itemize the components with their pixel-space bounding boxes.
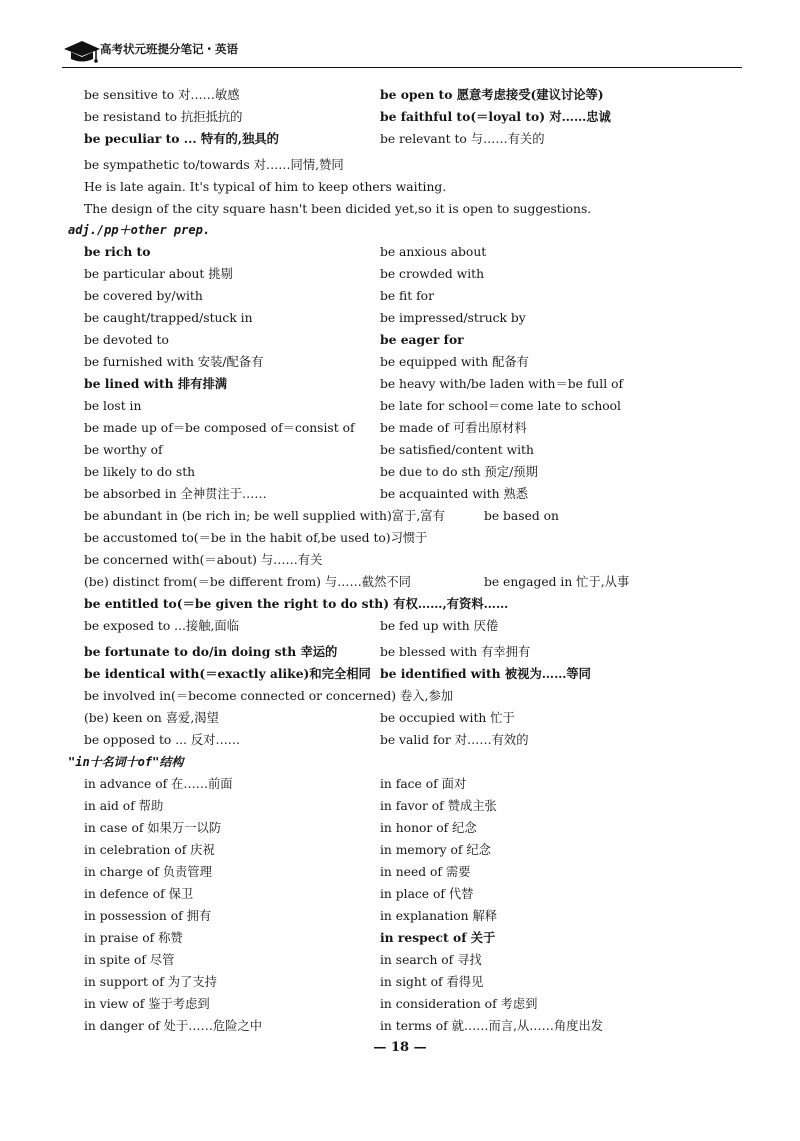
entry-right: in search of 寻找 [380, 953, 482, 967]
entry-row [0, 906, 800, 926]
entry-left: (be) keen on 喜爱,渴望 [84, 711, 219, 725]
entry-right: be fed up with 厌倦 [380, 619, 499, 633]
entry-right: be equipped with 配备有 [380, 355, 529, 369]
entry-right: in favor of 赞成主张 [380, 799, 497, 813]
entry-right: in terms of 就……而言,从……角度出发 [380, 1019, 604, 1033]
section-heading: adj./pp＋other prep. [68, 223, 211, 237]
entry-left: in defence of 保卫 [84, 887, 194, 901]
entry-left: be peculiar to ... 特有的,独具的 [84, 131, 279, 146]
entry-right: be late for school＝come late to school [380, 399, 621, 413]
entry-row [0, 840, 800, 860]
entry-row [0, 594, 800, 614]
section-heading: "in十名词十of"结构 [68, 755, 184, 769]
entry-right: in memory of 纪念 [380, 843, 491, 857]
entry-row [0, 155, 800, 175]
entry-left: be sensitive to 对……敏感 [84, 88, 240, 102]
entry-row [0, 550, 800, 570]
entry-row [0, 752, 800, 772]
entry-right: be fit for [380, 289, 434, 303]
entry-row [0, 352, 800, 372]
entry-full: The design of the city square hasn't been dicided yet,so it is open to suggestions. [84, 202, 592, 216]
entry-row [0, 199, 800, 219]
entry-row [0, 730, 800, 750]
entry-right: in need of 需要 [380, 865, 471, 879]
entry-left: be likely to do sth [84, 465, 196, 479]
entry-row [0, 994, 800, 1014]
entry-left: in advance of 在……前面 [84, 777, 233, 791]
entry-right: be eager for [380, 332, 464, 347]
entry-row [0, 774, 800, 794]
entry-right: be acquainted with 熟悉 [380, 487, 529, 501]
entry-row [0, 686, 800, 706]
entry-row [0, 330, 800, 350]
entry-full: be sympathetic to/towards 对……同情,赞同 [84, 158, 344, 172]
entry-left: be lost in [84, 399, 142, 413]
entry-left: be lined with 排有排满 [84, 376, 228, 391]
entry-right: be made of 可看出原材料 [380, 421, 527, 435]
entry-left: in charge of 负责管理 [84, 865, 212, 879]
entry-row [0, 129, 800, 149]
entry-left: (be) distinct from(＝be different from) 与……截然不同 [84, 575, 411, 589]
entry-left: in possession of 拥有 [84, 909, 212, 923]
entry-right: in consideration of 考虑到 [380, 997, 538, 1011]
entry-left: be made up of＝be composed of＝consist of [84, 421, 355, 435]
header-rule [62, 67, 742, 68]
entry-row [0, 308, 800, 328]
entry-right: be relevant to 与……有关的 [380, 132, 545, 146]
entry-row [0, 107, 800, 127]
entry-row [0, 796, 800, 816]
entry-left: in praise of 称赞 [84, 931, 183, 945]
entry-row [0, 374, 800, 394]
entry-full: He is late again. It's typical of him to keep others waiting. [84, 180, 447, 194]
entry-left: be worthy of [84, 443, 163, 457]
entry-right: in sight of 看得见 [380, 975, 484, 989]
entry-right: be open to 愿意考虑接受(建议讨论等) [380, 87, 604, 102]
entry-row [0, 242, 800, 262]
entry-row [0, 862, 800, 882]
entry-row [0, 708, 800, 728]
entry-row [0, 396, 800, 416]
entry-full: be accustomed to(＝be in the habit of,be used to)习惯于 [84, 531, 428, 545]
graduation-cap-icon [62, 36, 102, 66]
entry-right: be based on [484, 509, 559, 523]
entry-row [0, 484, 800, 504]
entry-left: in danger of 处于……危险之中 [84, 1019, 263, 1033]
entry-row [0, 506, 800, 526]
page-header [62, 36, 742, 72]
entry-left: be particular about 挑剔 [84, 267, 233, 281]
entry-row [0, 928, 800, 948]
entry-row [0, 972, 800, 992]
entry-right: in place of 代替 [380, 887, 474, 901]
entry-right: be heavy with/be laden with＝be full of [380, 377, 624, 391]
page-number: — 18 — [373, 1040, 427, 1055]
entry-left: be exposed to ...接触,面临 [84, 619, 239, 633]
entry-row [0, 642, 800, 662]
entry-left: in celebration of 庆祝 [84, 843, 215, 857]
entry-left: be opposed to ... 反对…… [84, 733, 241, 747]
entry-left: in aid of 帮助 [84, 799, 164, 813]
entry-left: be identical with(＝exactly alike)和完全相同 [84, 666, 371, 681]
entry-row [0, 440, 800, 460]
entry-right: be satisfied/content with [380, 443, 534, 457]
entry-row [0, 462, 800, 482]
entry-right: be faithful to(＝loyal to) 对……忠诚 [380, 109, 611, 124]
entry-row [0, 286, 800, 306]
entry-row [0, 818, 800, 838]
entry-row [0, 664, 800, 684]
entry-row [0, 177, 800, 197]
entry-left: be devoted to [84, 333, 169, 347]
entry-left: be furnished with 安装/配备有 [84, 355, 264, 369]
entry-right: be anxious about [380, 245, 487, 259]
entry-left: in case of 如果万一以防 [84, 821, 222, 835]
entry-left: be rich to [84, 244, 151, 259]
entry-row [0, 418, 800, 438]
entry-full: be entitled to(＝be given the right to do sth) 有权……,有资料…… [84, 596, 509, 611]
entry-row [0, 1016, 800, 1036]
entry-right: in explanation 解释 [380, 909, 498, 923]
entry-right: be identified with 被视为……等同 [380, 666, 591, 681]
entry-row [0, 572, 800, 592]
entry-full: be concerned with(＝about) 与……有关 [84, 553, 323, 567]
entry-row [0, 884, 800, 904]
entry-right: be occupied with 忙于 [380, 711, 515, 725]
entry-left: be absorbed in 全神贯注于…… [84, 487, 267, 501]
entry-right: be valid for 对……有效的 [380, 733, 529, 747]
entry-right: be crowded with [380, 267, 485, 281]
entry-left: be fortunate to do/in doing sth 幸运的 [84, 644, 338, 659]
entry-left: be caught/trapped/stuck in [84, 311, 253, 325]
entry-row [0, 616, 800, 636]
entry-row [0, 220, 800, 240]
entry-right: be impressed/struck by [380, 311, 526, 325]
entry-right: in respect of 关于 [380, 930, 496, 945]
entry-right: in honor of 纪念 [380, 821, 477, 835]
entry-row [0, 85, 800, 105]
entry-row [0, 528, 800, 548]
entry-right: be due to do sth 预定/预期 [380, 465, 538, 479]
entry-left: in support of 为了支持 [84, 975, 217, 989]
entry-left: in spite of 尽管 [84, 953, 175, 967]
entry-left: be resistand to 抗拒抵抗的 [84, 110, 243, 124]
entry-right: be blessed with 有幸拥有 [380, 645, 531, 659]
entry-full: be involved in(＝become connected or concerned) 卷入,参加 [84, 689, 454, 703]
entry-row [0, 264, 800, 284]
entry-row [0, 950, 800, 970]
entry-right: be engaged in 忙于,从事 [484, 575, 630, 589]
entry-left: in view of 鉴于考虑到 [84, 997, 210, 1011]
entry-left: be abundant in (be rich in; be well supplied with)富于,富有 [84, 509, 445, 523]
header-title: 高考状元班提分笔记・英语 [100, 42, 238, 56]
entry-right: in face of 面对 [380, 777, 467, 791]
entry-left: be covered by/with [84, 289, 203, 303]
